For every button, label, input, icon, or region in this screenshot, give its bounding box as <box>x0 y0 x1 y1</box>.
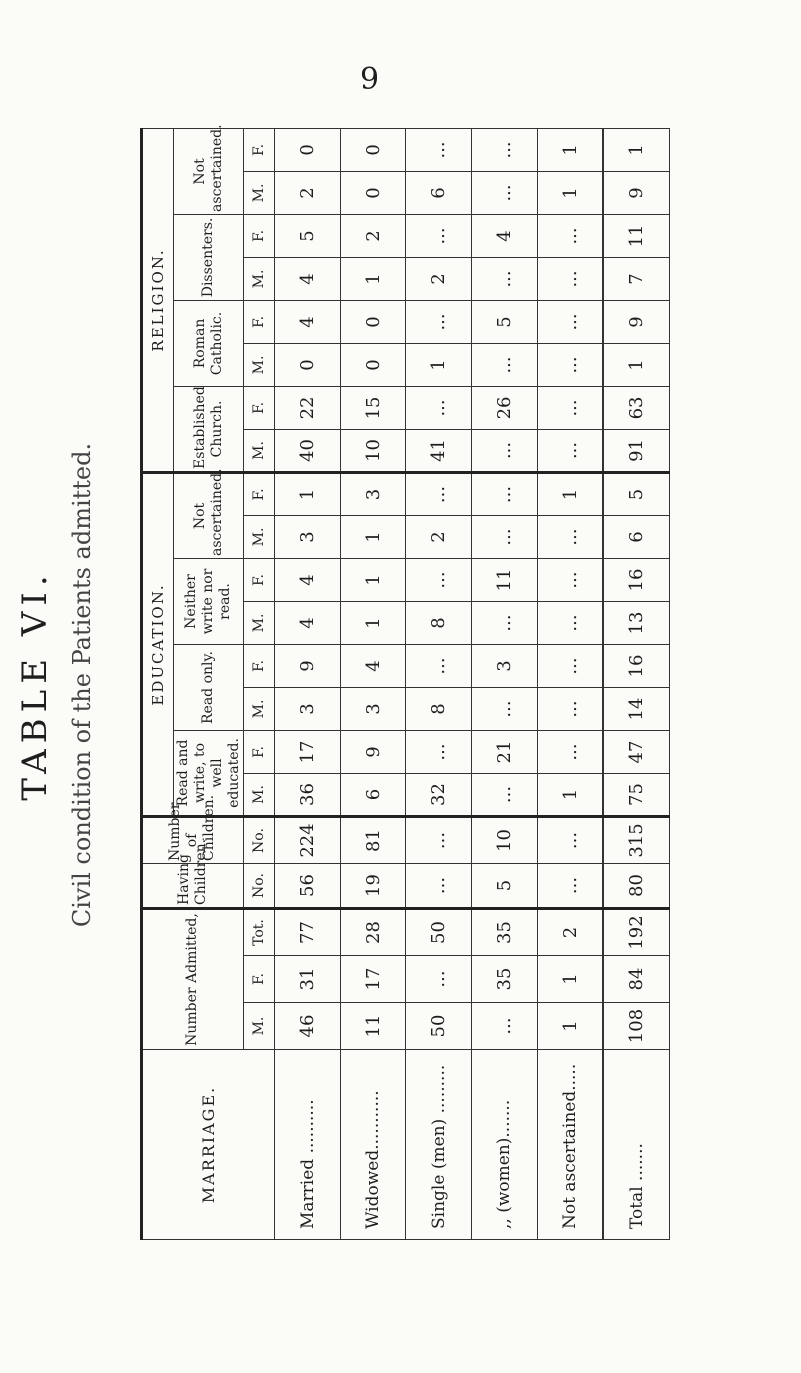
roman-catholic-header: Roman Catholic. <box>174 300 244 386</box>
table-row <box>340 128 406 1239</box>
table-cell: 3 <box>275 515 341 558</box>
number-admitted-header: Number Admitted, <box>142 908 244 1049</box>
col-f: F. <box>243 956 274 1003</box>
col-f: F. <box>243 472 274 515</box>
table-cell: 81 <box>340 816 406 863</box>
table-cell: ... <box>472 257 538 300</box>
table-cell: 1 <box>340 601 406 644</box>
table-cell: 4 <box>275 300 341 343</box>
table-cell: 1 <box>603 343 669 386</box>
table-cell: 9 <box>275 644 341 687</box>
rel-not-ascertained-header: Not ascertained. <box>174 128 244 214</box>
table-cell: 0 <box>340 343 406 386</box>
col-m: M. <box>243 601 274 644</box>
table-cell: 4 <box>275 601 341 644</box>
having-children-header: Having Children. <box>142 863 244 908</box>
table-cell: ... <box>406 558 472 601</box>
table-cell: 35 <box>472 956 538 1003</box>
table-cell: ... <box>406 956 472 1003</box>
table-cell: 10 <box>472 816 538 863</box>
table-cell: 1 <box>537 472 603 515</box>
table-cell: 1 <box>340 515 406 558</box>
table-cell: 1 <box>537 956 603 1003</box>
col-f: F. <box>243 386 274 429</box>
table-cell: 50 <box>406 908 472 955</box>
col-f: F. <box>243 558 274 601</box>
table-cell: ... <box>472 601 538 644</box>
table-cell: 1 <box>406 343 472 386</box>
col-m: M. <box>243 1003 274 1050</box>
table-cell: 0 <box>340 171 406 214</box>
table-row <box>472 128 538 1239</box>
table-cell: 17 <box>275 730 341 773</box>
civil-condition-table <box>140 124 670 1240</box>
table-cell: 22 <box>275 386 341 429</box>
table-cell: 4 <box>275 257 341 300</box>
table-cell: 4 <box>275 558 341 601</box>
table-cell: ... <box>537 558 603 601</box>
table-cell: 4 <box>340 644 406 687</box>
table-cell: ... <box>537 863 603 908</box>
table-cell: 5 <box>275 214 341 257</box>
table-cell: 2 <box>340 214 406 257</box>
table-cell: 80 <box>603 863 669 908</box>
table-cell: ... <box>537 214 603 257</box>
table-cell: ... <box>406 386 472 429</box>
page-number: 9 <box>360 62 380 97</box>
table-cell: 3 <box>340 687 406 730</box>
col-m: M. <box>243 773 274 816</box>
table-cell: 36 <box>275 773 341 816</box>
table-cell: 5 <box>603 472 669 515</box>
row-label: ,, (women)....... <box>472 1050 538 1240</box>
table-cell: 6 <box>603 515 669 558</box>
table-cell: 47 <box>603 730 669 773</box>
table-cell: 7 <box>603 257 669 300</box>
table-row <box>406 128 472 1239</box>
col-m: M. <box>243 687 274 730</box>
table-subtitle: Civil condition of the Patients admitted. <box>68 442 96 928</box>
table-cell: 2 <box>406 257 472 300</box>
table-cell: 1 <box>340 257 406 300</box>
table-cell: ... <box>406 300 472 343</box>
table-cell: 8 <box>406 601 472 644</box>
col-f: F. <box>243 128 274 171</box>
table-cell: 1 <box>275 472 341 515</box>
table-cell: 77 <box>275 908 341 955</box>
col-f: F. <box>243 214 274 257</box>
marriage-header: MARRIAGE. <box>142 1050 275 1240</box>
table-cell: 63 <box>603 386 669 429</box>
neither-header: Neither write nor read. <box>174 558 244 644</box>
table-row <box>537 128 603 1239</box>
table-cell: 10 <box>340 429 406 472</box>
table-cell: ... <box>537 429 603 472</box>
col-no: No. <box>243 816 274 863</box>
table-cell: 3 <box>472 644 538 687</box>
table-cell: 9 <box>603 171 669 214</box>
table-cell: 108 <box>603 1003 669 1050</box>
edu-not-ascertained-header: Not ascertained. <box>174 472 244 558</box>
col-m: M. <box>243 171 274 214</box>
education-header: EDUCATION. <box>142 472 174 816</box>
table-cell: 6 <box>340 773 406 816</box>
table-cell: 2 <box>537 908 603 955</box>
table-cell: 0 <box>275 343 341 386</box>
table-cell: 19 <box>340 863 406 908</box>
table-cell: ... <box>406 214 472 257</box>
table-cell: 41 <box>406 429 472 472</box>
table-row <box>603 128 669 1239</box>
table-cell: ... <box>537 300 603 343</box>
table-cell: ... <box>406 644 472 687</box>
table-cell: ... <box>472 472 538 515</box>
table-cell: ... <box>537 515 603 558</box>
table-cell: 3 <box>275 687 341 730</box>
table-cell: ... <box>537 687 603 730</box>
col-m: M. <box>243 343 274 386</box>
table-cell: 3 <box>340 472 406 515</box>
table-cell: 1 <box>537 128 603 171</box>
col-f: F. <box>243 644 274 687</box>
table-cell: 1 <box>603 128 669 171</box>
table-cell: 224 <box>275 816 341 863</box>
table-cell: 2 <box>275 171 341 214</box>
table-cell: 28 <box>340 908 406 955</box>
col-m: M. <box>243 515 274 558</box>
table-cell: 16 <box>603 558 669 601</box>
table-cell: 1 <box>537 171 603 214</box>
table-cell: 75 <box>603 773 669 816</box>
table-cell: ... <box>406 816 472 863</box>
row-label: Married .......... <box>275 1050 341 1240</box>
table-cell: ... <box>472 343 538 386</box>
row-label: Widowed........... <box>340 1050 406 1240</box>
table-cell: 1 <box>340 558 406 601</box>
row-label: Single (men) ......... <box>406 1050 472 1240</box>
col-m: M. <box>243 257 274 300</box>
row-label: Total ....... <box>603 1050 669 1240</box>
read-only-header: Read only. <box>174 644 244 730</box>
established-church-header: Established Church. <box>174 386 244 472</box>
table-cell: ... <box>537 816 603 863</box>
religion-header: RELIGION. <box>142 128 174 472</box>
table-cell: ... <box>472 429 538 472</box>
table-cell: 2 <box>406 515 472 558</box>
table-cell: 5 <box>472 863 538 908</box>
table-cell: 1 <box>537 773 603 816</box>
table-cell: ... <box>406 472 472 515</box>
table-cell: 6 <box>406 171 472 214</box>
table-cell: 1 <box>537 1003 603 1050</box>
table-cell: ... <box>406 863 472 908</box>
read-write-header: Read and write, to well educated. <box>174 730 244 816</box>
table-cell: 21 <box>472 730 538 773</box>
table-cell: 0 <box>340 300 406 343</box>
table-cell: ... <box>537 343 603 386</box>
table-cell: ... <box>406 128 472 171</box>
table-cell: 9 <box>340 730 406 773</box>
table-cell: 46 <box>275 1003 341 1050</box>
table-cell: ... <box>406 730 472 773</box>
col-no: No. <box>243 863 274 908</box>
table-cell: ... <box>472 687 538 730</box>
table-cell: ... <box>537 730 603 773</box>
table-cell: 5 <box>472 300 538 343</box>
table-cell: 26 <box>472 386 538 429</box>
row-label: Not ascertained..... <box>537 1050 603 1240</box>
table-cell: 0 <box>340 128 406 171</box>
table-cell: 35 <box>472 908 538 955</box>
table-cell: 31 <box>275 956 341 1003</box>
rotated-table-panel <box>15 124 670 1240</box>
table-cell: ... <box>537 601 603 644</box>
col-m: M. <box>243 429 274 472</box>
table-cell: 56 <box>275 863 341 908</box>
table-cell: ... <box>472 171 538 214</box>
table-cell: ... <box>537 257 603 300</box>
table-cell: 192 <box>603 908 669 955</box>
table-cell: 8 <box>406 687 472 730</box>
table-cell: 40 <box>275 429 341 472</box>
table-cell: 315 <box>603 816 669 863</box>
table-cell: 0 <box>275 128 341 171</box>
table-cell: 16 <box>603 644 669 687</box>
table-cell: ... <box>472 1003 538 1050</box>
table-cell: 15 <box>340 386 406 429</box>
table-cell: 32 <box>406 773 472 816</box>
table-cell: 84 <box>603 956 669 1003</box>
table-cell: ... <box>472 515 538 558</box>
col-f: F. <box>243 730 274 773</box>
col-tot: Tot. <box>243 908 274 955</box>
table-row <box>275 128 341 1239</box>
table-cell: 11 <box>472 558 538 601</box>
table-cell: ... <box>472 773 538 816</box>
table-cell: 11 <box>340 1003 406 1050</box>
table-cell: 9 <box>603 300 669 343</box>
table-cell: 13 <box>603 601 669 644</box>
number-children-header: Number of Children. <box>142 816 244 863</box>
table-cell: 50 <box>406 1003 472 1050</box>
table-cell: 11 <box>603 214 669 257</box>
table-title: TABLE VI. <box>15 569 55 801</box>
table-cell: ... <box>537 644 603 687</box>
table-cell: ... <box>472 128 538 171</box>
dissenters-header: Dissenters. <box>174 214 244 300</box>
table-cell: ... <box>537 386 603 429</box>
table-cell: 17 <box>340 956 406 1003</box>
table-cell: 4 <box>472 214 538 257</box>
col-f: F. <box>243 300 274 343</box>
table-cell: 14 <box>603 687 669 730</box>
table-cell: 91 <box>603 429 669 472</box>
